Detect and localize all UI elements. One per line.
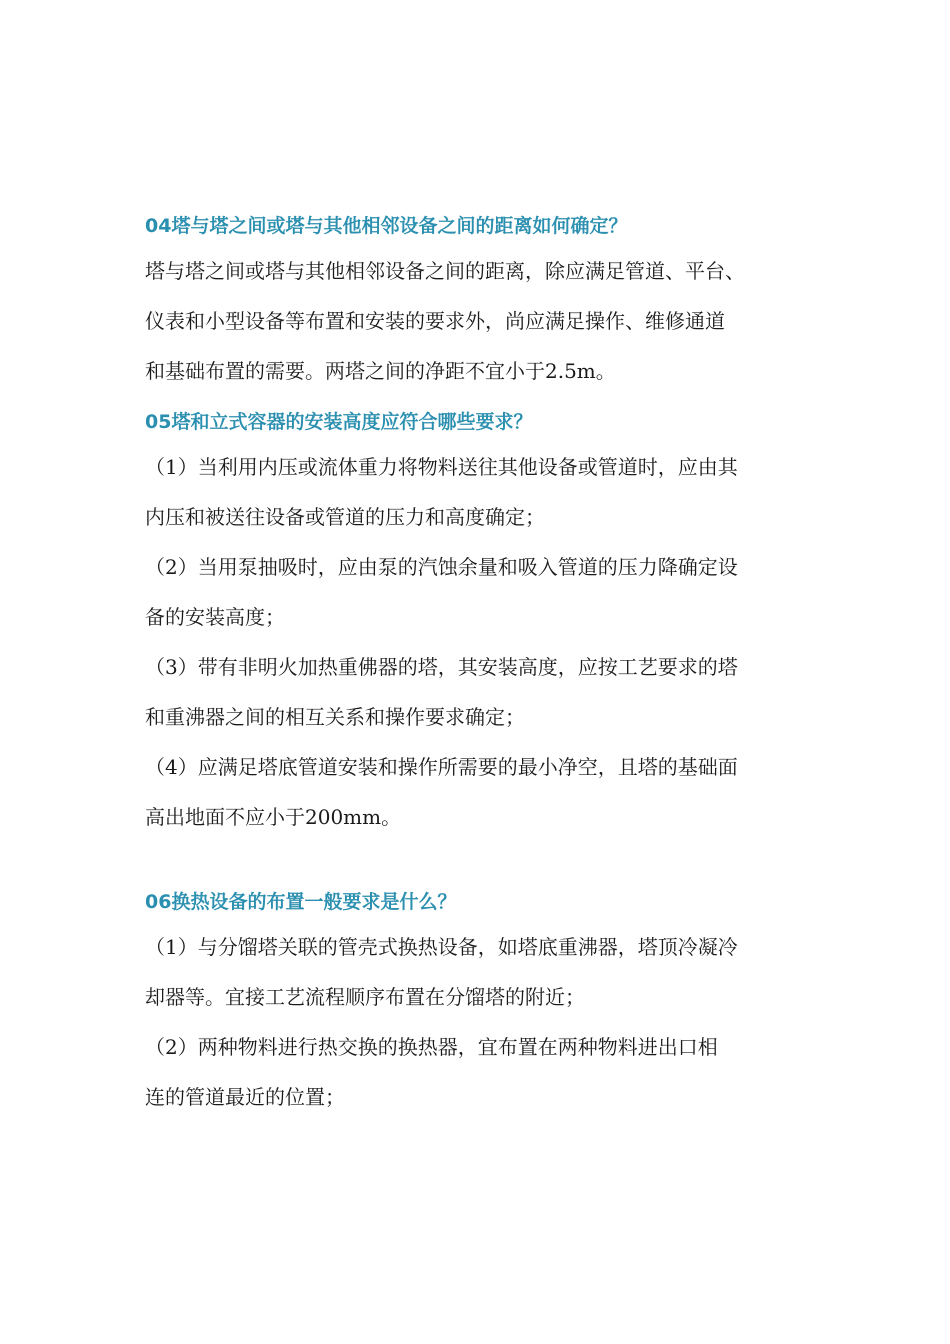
section-06-line-2: 却器等。宜接工艺流程顺序布置在分馏塔的附近； bbox=[145, 985, 585, 1009]
section-04-line-1: 塔与塔之间或塔与其他相邻设备之间的距离，除应满足管道、平台、 bbox=[145, 259, 745, 283]
section-05-line-8: 高出地面不应小于200mm。 bbox=[145, 805, 402, 829]
document-page bbox=[145, 206, 815, 1122]
section-05-heading: 05塔和立式容器的安装高度应符合哪些要求？ bbox=[145, 411, 533, 433]
section-05-line-5: （3）带有非明火加热重佛器的塔，其安装高度，应按工艺要求的塔 bbox=[145, 655, 738, 679]
section-06-line-3: （2）两种物料进行热交换的换热器，宜布置在两种物料进出口相 bbox=[145, 1035, 718, 1059]
section-06-line-4: 连的管道最近的位置； bbox=[145, 1085, 345, 1109]
section-05-line-7: （4）应满足塔底管道安装和操作所需要的最小净空，且塔的基础面 bbox=[145, 755, 738, 779]
section-05-line-3: （2）当用泵抽吸时，应由泵的汽蚀余量和吸入管道的压力降确定设 bbox=[145, 555, 738, 579]
section-06-body bbox=[145, 922, 815, 1122]
section-05-line-4: 备的安装高度； bbox=[145, 605, 285, 629]
section-04-line-2: 仪表和小型设备等布置和安装的要求外，尚应满足操作、维修通道 bbox=[145, 309, 725, 333]
section-04-heading: 04塔与塔之间或塔与其他相邻设备之间的距离如何确定？ bbox=[145, 215, 628, 237]
section-06 bbox=[145, 882, 815, 1122]
section-04-body bbox=[145, 246, 815, 396]
section-spacer bbox=[145, 842, 815, 882]
section-04 bbox=[145, 206, 815, 396]
section-05-line-2: 内压和被送往设备或管道的压力和高度确定； bbox=[145, 505, 545, 529]
section-06-line-1: （1）与分馏塔关联的管壳式换热设备，如塔底重沸器，塔顶冷凝冷 bbox=[145, 935, 738, 959]
section-05 bbox=[145, 402, 815, 842]
section-05-line-6: 和重沸器之间的相互关系和操作要求确定； bbox=[145, 705, 525, 729]
section-06-heading: 06换热设备的布置一般要求是什么？ bbox=[145, 891, 457, 913]
section-05-body bbox=[145, 442, 815, 842]
section-04-line-3: 和基础布置的需要。两塔之间的净距不宜小于2.5m。 bbox=[145, 359, 616, 383]
section-05-line-1: （1）当利用内压或流体重力将物料送往其他设备或管道时，应由其 bbox=[145, 455, 738, 479]
